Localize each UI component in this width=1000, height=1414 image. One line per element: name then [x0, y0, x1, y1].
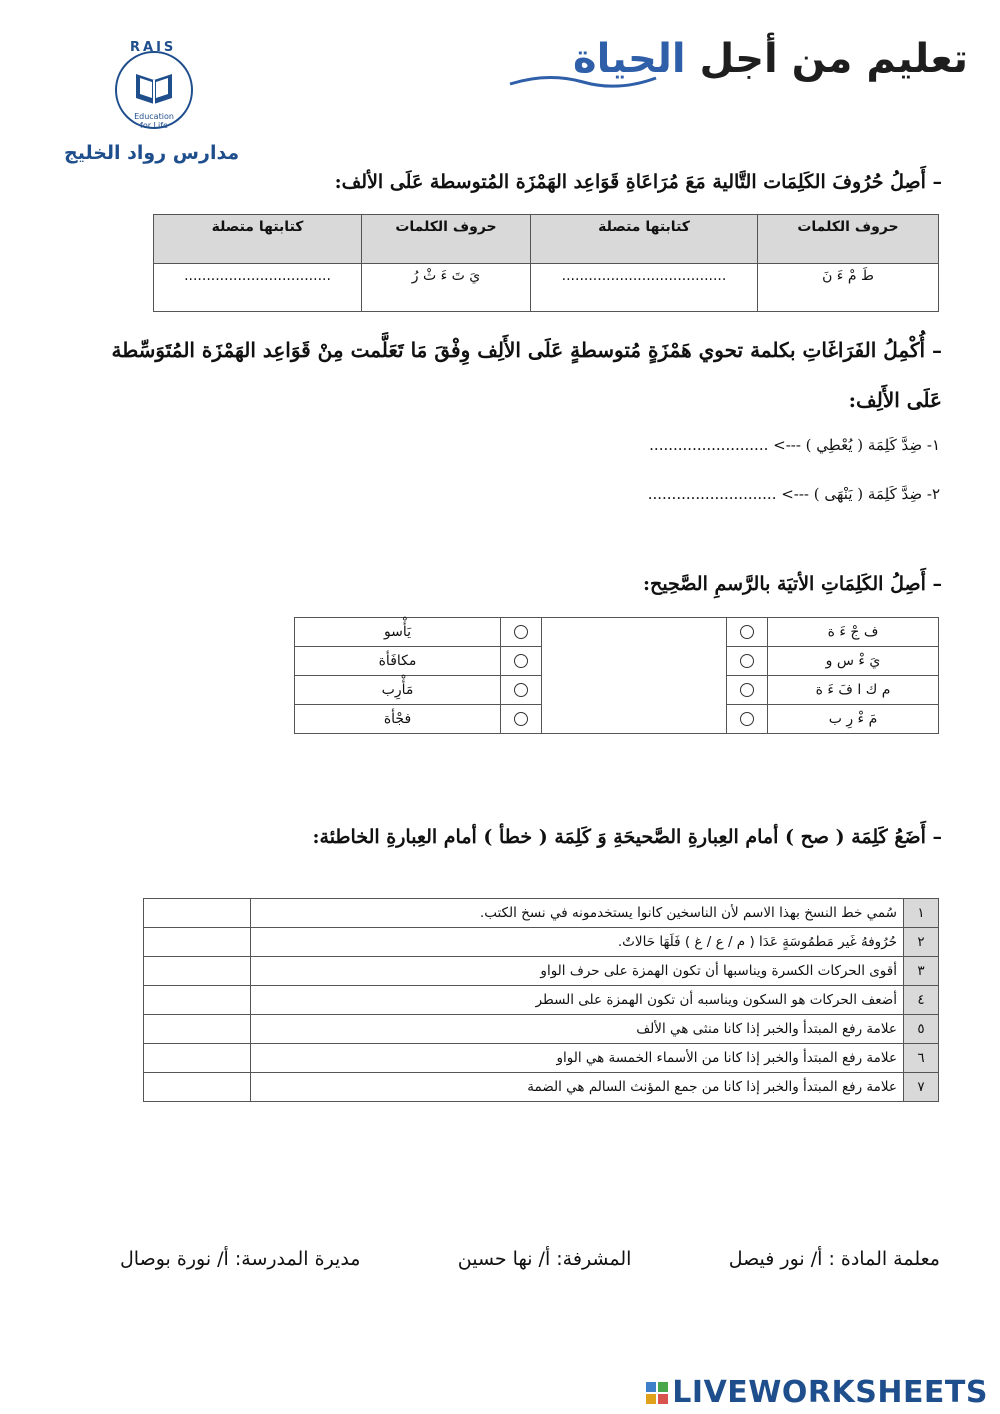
q3-letters-4: مَ ءْ رِ ب	[768, 705, 939, 734]
q3-word-4: فجْأة	[295, 705, 501, 734]
q1-header-1: حروف الكلمات	[758, 215, 939, 264]
q4-heading: – أَضَعُ كَلِمَة ( صح ) أمام العِبارةِ الصَّحيحَةِ وَ كَلِمَة ( خطأ ) أمام العِبارةِ الخاطئة:	[312, 826, 942, 848]
q1-answer-2[interactable]: .................................	[154, 264, 362, 312]
q4-statement: أضعف الحركات هو السكون ويناسبه أن تكون الهمزة على السطر	[251, 986, 904, 1015]
q1-header-3: حروف الكلمات	[362, 215, 531, 264]
q1-heading: – أَصِلُ حُرُوفَ الكَلِمَات التَّالية مَعَ مُرَاعَاةِ قَوَاعِد الهَمْزَة المُتوسطة عَلَى الألف:	[334, 171, 942, 193]
q4-row-number: ٥	[904, 1015, 939, 1044]
school-logo	[112, 40, 202, 136]
brand-title-main: تعليم من أجل	[699, 36, 968, 82]
q3-gap	[542, 618, 727, 734]
q4-statement: سُمي خط النسخ بهذا الاسم لأن الناسخين كانوا يستخدمونه في نسخ الكتب.	[251, 899, 904, 928]
q4-row	[144, 957, 939, 986]
q4-statement: حُرُوفهُ غَير مَطمُوسَةٍ عَدَا ( م / ع / غ ) فَلَهَا حَالاتٌ.	[251, 928, 904, 957]
q1-table	[153, 214, 939, 312]
logo-tagline-1: Education	[134, 112, 174, 121]
q2-item-1[interactable]: ١- ضِدَّ كَلِمَة ( يُعْطِي ) ---> .........................	[649, 436, 940, 454]
q3-right-radio-3[interactable]	[514, 683, 528, 697]
q4-answer-cell[interactable]	[144, 1044, 251, 1073]
q3-right-radio-4[interactable]	[514, 712, 528, 726]
q4-row	[144, 1044, 939, 1073]
q4-answer-cell[interactable]	[144, 957, 251, 986]
q3-word-1: يَأْسو	[295, 618, 501, 647]
q3-heading: – أَصِلُ الكَلِمَاتِ الأتيَة بالرَّسمِ الصَّحِيح:	[643, 573, 942, 595]
q4-row	[144, 899, 939, 928]
q3-left-radio-2[interactable]	[740, 654, 754, 668]
q4-row	[144, 928, 939, 957]
q4-answer-cell[interactable]	[144, 986, 251, 1015]
q4-statement: علامة رفع المبتدأ والخبر إذا كانا من الأسماء الخمسة هي الواو	[251, 1044, 904, 1073]
q4-row-number: ٤	[904, 986, 939, 1015]
q4-table	[143, 898, 939, 1102]
brand-title-accent: الحياة	[573, 36, 686, 82]
q4-statement: علامة رفع المبتدأ والخبر إذا كانا من جمع المؤنث السالم هي الضمة	[251, 1073, 904, 1102]
q4-statement: أقوى الحركات الكسرة ويناسبها أن تكون الهمزة على حرف الواو	[251, 957, 904, 986]
q3-right-radio-1[interactable]	[514, 625, 528, 639]
school-name: مدارس رواد الخليج	[64, 142, 240, 164]
brand-wave-icon	[508, 70, 658, 92]
q4-row-number: ٣	[904, 957, 939, 986]
q4-row-number: ٧	[904, 1073, 939, 1102]
q3-right-radio-2[interactable]	[514, 654, 528, 668]
teacher-name: معلمة المادة : أ/ نور فيصل	[728, 1248, 940, 1270]
q3-letters-3: م ك ا فَ ءَ ة	[768, 676, 939, 705]
signature-line	[120, 1248, 940, 1270]
q3-left-radio-3[interactable]	[740, 683, 754, 697]
q1-header-2: كتابتها متصلة	[531, 215, 758, 264]
q2-heading: – أُكْمِلُ الفَرَاغَاتِ بكلمة تحوي هَمْزَةٍ مُتوسطةٍ عَلَى الأَلِف وِفْقَ مَا تَعَلَّمت مِنْ قَوَاعِد الهَمْزَة المُتَوَسِّطة عَلَى الأَلِف:	[111, 338, 942, 412]
q4-answer-cell[interactable]	[144, 1015, 251, 1044]
q3-left-radio-1[interactable]	[740, 625, 754, 639]
liveworksheets-watermark	[646, 1375, 988, 1410]
q3-left-radio-4[interactable]	[740, 712, 754, 726]
q4-answer-cell[interactable]	[144, 1073, 251, 1102]
q4-row-number: ٢	[904, 928, 939, 957]
q4-statement: علامة رفع المبتدأ والخبر إذا كانا منثى هي الألف	[251, 1015, 904, 1044]
q4-row	[144, 1073, 939, 1102]
q3-word-2: مكافَأة	[295, 647, 501, 676]
q4-row-number: ١	[904, 899, 939, 928]
q4-row-number: ٦	[904, 1044, 939, 1073]
liveworksheets-logo-icon	[646, 1382, 668, 1404]
q1-letters-1: طَ مْ ءَ نَ	[758, 264, 939, 312]
q3-matching-table	[294, 617, 939, 734]
q1-letters-2: يَ تَ ءَ ثْ رُ	[362, 264, 531, 312]
q4-answer-cell[interactable]	[144, 899, 251, 928]
logo-tagline-2: for Life	[140, 121, 168, 130]
supervisor-name: المشرفة: أ/ نها حسين	[457, 1248, 632, 1270]
q4-row	[144, 1015, 939, 1044]
q3-letters-2: يَ ءْ س و	[768, 647, 939, 676]
q2-item-2[interactable]: ٢- ضِدَّ كَلِمَة ( يَنْهَى ) ---> ...........................	[647, 485, 940, 503]
q3-word-3: مَأْرِب	[295, 676, 501, 705]
q3-letters-1: ف جْ ءَ ة	[768, 618, 939, 647]
liveworksheets-text: LIVEWORKSHEETS	[672, 1375, 988, 1410]
q1-header-4: كتابتها متصلة	[154, 215, 362, 264]
principal-name: مديرة المدرسة: أ/ نورة بوصال	[120, 1248, 361, 1270]
q4-answer-cell[interactable]	[144, 928, 251, 957]
q4-row	[144, 986, 939, 1015]
logo-acronym: RAIS	[130, 40, 177, 55]
q1-answer-1[interactable]: .....................................	[531, 264, 758, 312]
